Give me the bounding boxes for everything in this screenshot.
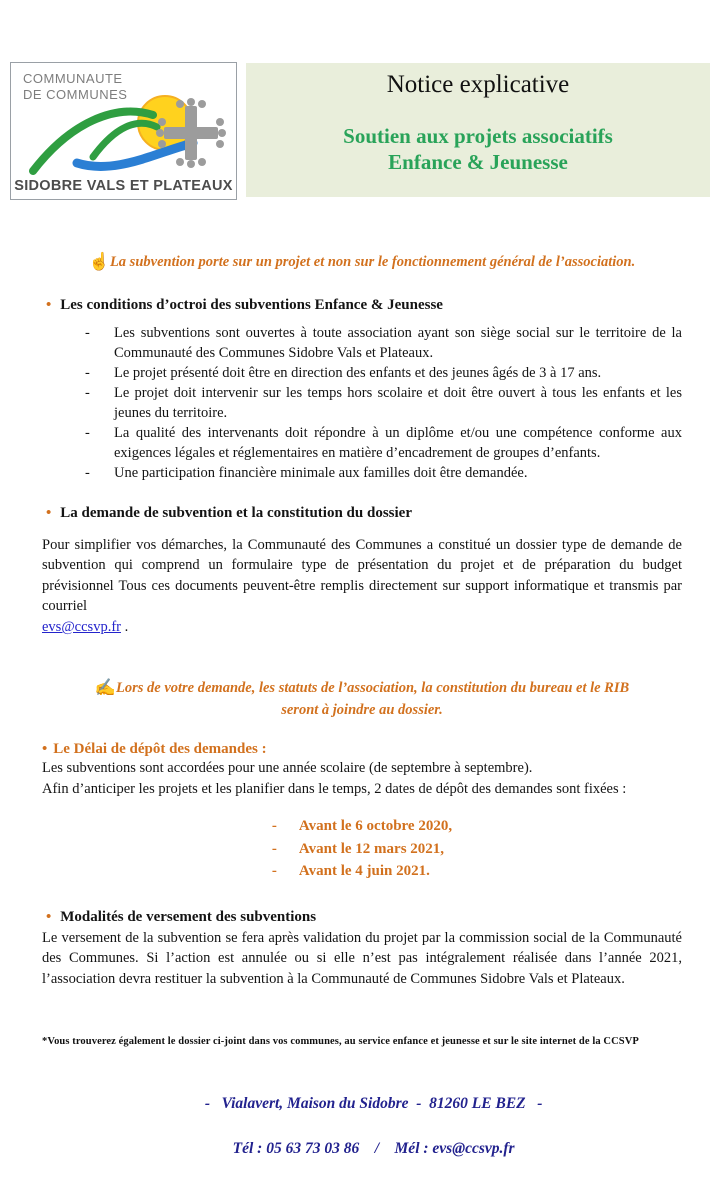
footer-tel-email: Tél : 05 63 73 03 86 / Mél : evs@ccsvp.fr — [232, 1139, 515, 1157]
section-delai — [42, 741, 682, 883]
note-documents-line2: seront à joindre au dossier. — [281, 702, 443, 719]
delai-line1: Les subventions sont accordées pour une année scolaire (de septembre à septembre). — [42, 760, 533, 777]
document-title: Notice explicative — [386, 71, 570, 98]
section-heading-delai — [42, 741, 682, 758]
demande-paragraph — [42, 535, 682, 638]
writing-hand-icon: ✍ — [94, 677, 116, 697]
conditions-list — [42, 323, 682, 483]
delai-line2: Afin d’anticiper les projets et les planifier dans le temps, 2 dates de dépôt des demandes sont fixées : — [42, 780, 627, 797]
section-heading-modalites-text: Modalités de versement des subventions — [60, 908, 317, 925]
bullet-icon: • — [46, 296, 52, 313]
deadline-date — [272, 815, 452, 838]
footer-contact — [42, 1071, 682, 1183]
dash-marker: - — [85, 424, 90, 441]
bullet-icon: • — [46, 908, 52, 925]
footer-address: - Vialavert, Maison du Sidobre - 81260 LE BEZ - — [204, 1095, 543, 1113]
header — [10, 62, 710, 200]
deadline-dates-list — [272, 815, 452, 883]
deadline-date — [272, 860, 452, 883]
dash-marker: - — [85, 464, 90, 481]
logo-org-line2: DE COMMUNES — [23, 87, 128, 103]
subtitle-line1: Soutien aux projets associatifs — [343, 124, 613, 148]
section-heading-delai-text: Le Délai de dépôt des demandes : — [53, 741, 267, 758]
deadline-date-text: Avant le 6 octobre 2020, — [298, 818, 453, 835]
logo-landscape-icon — [15, 81, 234, 177]
section-heading-modalites — [42, 909, 682, 926]
pointing-hand-icon: ☝ — [88, 252, 110, 271]
section-heading-demande — [42, 505, 682, 522]
demande-paragraph-text: Pour simplifier vos démarches, la Communauté des Communes a constitué un dossier type de demande de subvention qui comprend un formulaire type de présentation du projet et de préparation du budget prévisionnel Tous ces documents peuvent-être remplis directement sur support informatique et transmis par courriel — [42, 536, 682, 615]
logo-territory-name: SIDOBRE VALS ET PLATEAUX — [14, 178, 233, 194]
dash-marker: - — [85, 364, 90, 381]
logo-org-line1: COMMUNAUTE — [23, 71, 123, 86]
list-item — [42, 383, 682, 423]
dash-marker: - — [85, 324, 90, 341]
list-item-text: Le projet présenté doit être en direction des enfants et des jeunes âgés de 3 à 17 ans. — [114, 364, 602, 381]
dash-marker: - — [85, 384, 90, 401]
bullet-icon: • — [46, 504, 52, 521]
document-body — [0, 250, 724, 1183]
deadline-date — [272, 838, 452, 861]
list-item — [42, 363, 682, 383]
dash-marker: - — [271, 863, 277, 880]
list-item-text: Une participation financière minimale aux familles doit être demandée. — [114, 464, 528, 481]
dash-marker: - — [271, 840, 277, 857]
section-heading-conditions-text: Les conditions d’octroi des subventions Enfance & Jeunesse — [60, 296, 443, 313]
note-project-scope-text: La subvention porte sur un projet et non sur le fonctionnement général de l’association. — [109, 254, 636, 270]
note-documents-required — [42, 676, 682, 722]
email-link[interactable]: evs@ccsvp.fr — [42, 618, 121, 635]
subtitle-line2: Enfance & Jeunesse — [388, 150, 568, 175]
list-item — [42, 323, 682, 363]
title-box — [246, 63, 710, 197]
section-heading-demande-text: La demande de subvention et la constitution du dossier — [60, 504, 412, 521]
document-subtitle — [246, 123, 710, 176]
list-item — [42, 463, 682, 483]
section-heading-conditions — [42, 297, 682, 314]
document-page — [0, 62, 724, 1157]
community-logo — [10, 62, 237, 200]
deadline-date-text: Avant le 4 juin 2021. — [298, 863, 430, 880]
note-documents-line1: Lors de votre demande, les statuts de l’association, la constitution du bureau et le RIB — [116, 679, 630, 696]
bullet-icon: • — [42, 741, 48, 758]
list-item-text: Les subventions sont ouvertes à toute association ayant son siège social sur le territoire de la Communauté des Communes Sidobre Vals et Plateaux. — [114, 324, 682, 361]
footnote: *Vous trouverez également le dossier ci-joint dans vos communes, au service enfance et jeunesse et sur le site internet de la CCSVP — [42, 1035, 639, 1047]
after-link-text: . — [120, 618, 129, 635]
modalites-paragraph: Le versement de la subvention se fera après validation du projet par la commission social de la Communauté des Communes. Si l’action est annulée ou si elle n’est pas intégralement réalisée dans l’année 2021, l’association devra restituer la subvention à la Communauté de Communes Sidobre Vals et Plateaux. — [42, 929, 682, 987]
list-item — [42, 423, 682, 463]
note-project-scope — [42, 250, 682, 275]
list-item-text: La qualité des intervenants doit répondre à un diplôme et/ou une compétence conforme aux exigences légales et réglementaires en matière d’encadrement de groupes d’enfants. — [114, 424, 682, 461]
deadline-date-text: Avant le 12 mars 2021, — [298, 840, 445, 857]
list-item-text: Le projet doit intervenir sur les temps hors scolaire et doit être ouvert à tous les enfants et les jeunes du territoire. — [114, 384, 682, 421]
dash-marker: - — [271, 818, 277, 835]
